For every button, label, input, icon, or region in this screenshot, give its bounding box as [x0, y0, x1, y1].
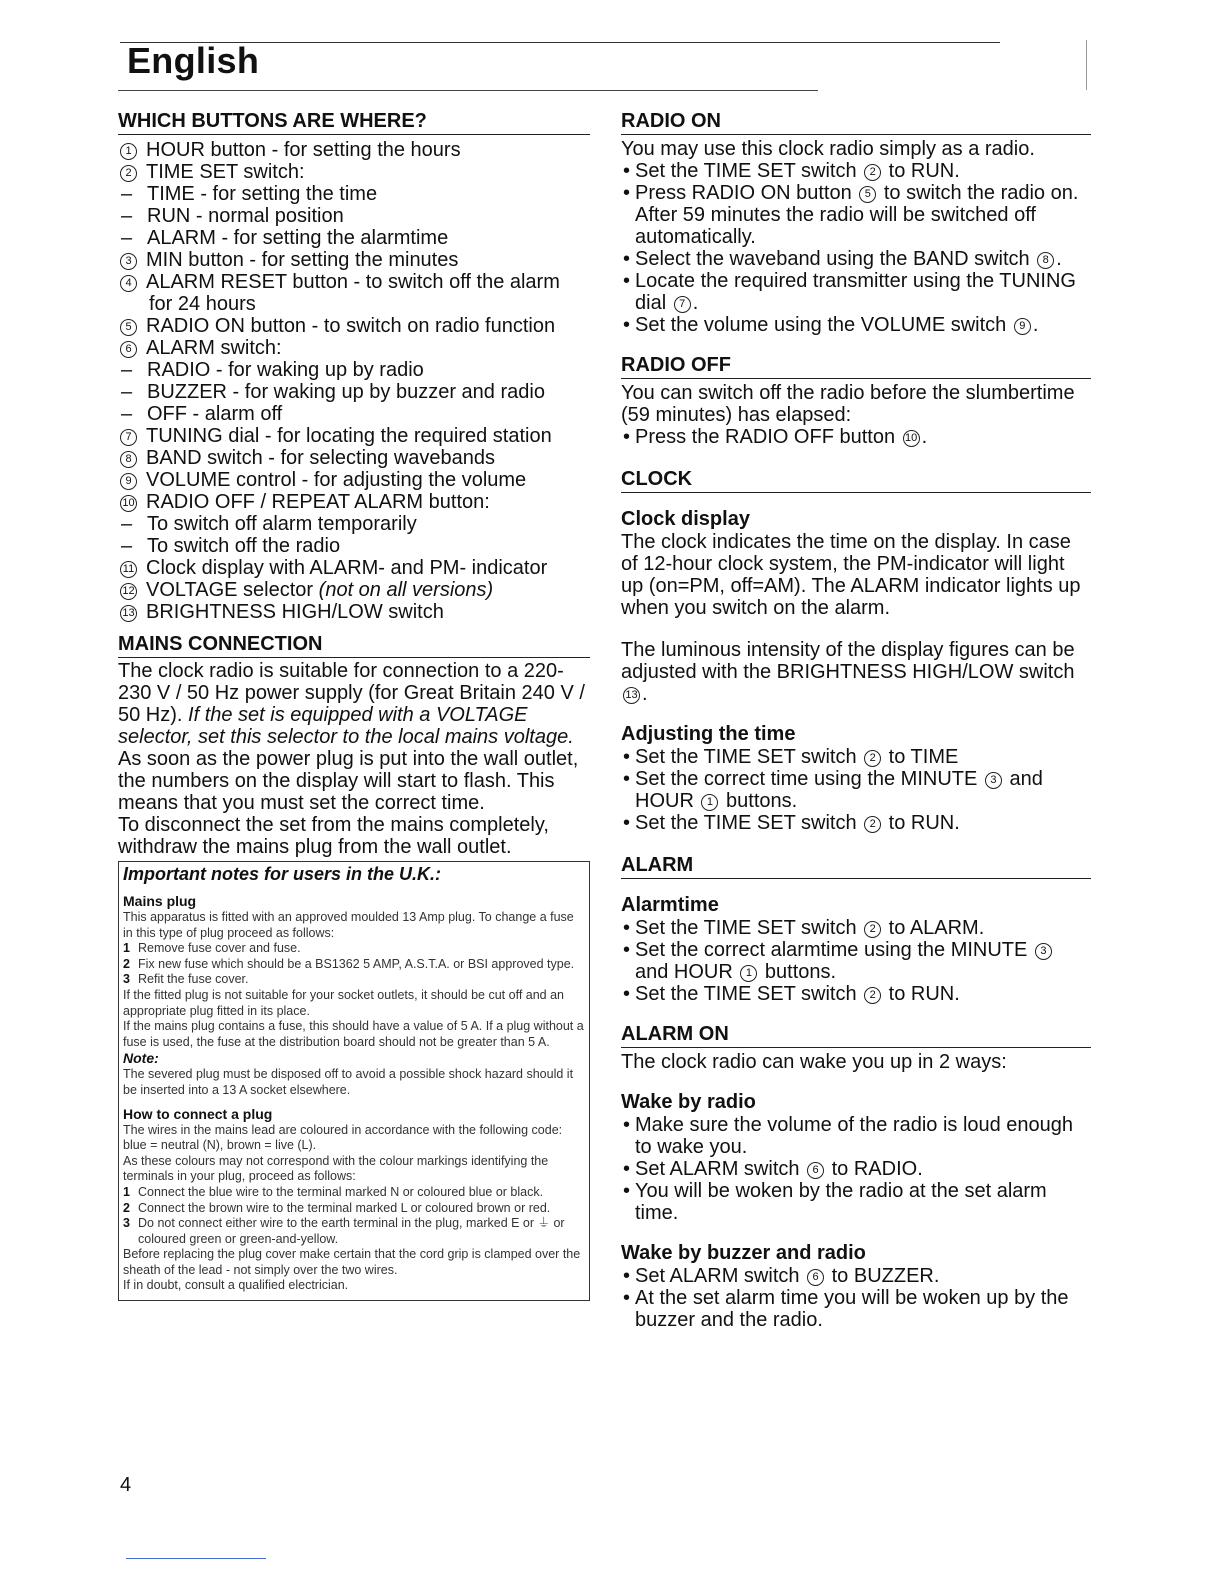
- ref-number: 7: [120, 429, 137, 446]
- buttons-list: [118, 139, 590, 623]
- step-item: [123, 972, 585, 988]
- plug-steps: [123, 941, 585, 988]
- buttons-list-text: TIME SET switch:: [146, 161, 305, 183]
- ref-number: 2: [120, 165, 137, 182]
- buttons-list-item: [118, 425, 590, 447]
- page-number: 4: [120, 1474, 132, 1496]
- wake-buzzer-title: Wake by buzzer and radio: [621, 1242, 866, 1264]
- buttons-list-text: BRIGHTNESS HIGH/LOW switch: [146, 601, 444, 623]
- dash-marker: –: [121, 381, 133, 403]
- buttons-list-text: ALARM RESET button - to switch off the alarm: [146, 271, 560, 293]
- connect-intro: The wires in the mains lead are coloured in accordance with the following code: blue = neutral (N), brown = live (L).: [123, 1122, 563, 1153]
- ref-number: 6: [120, 341, 137, 358]
- dash-marker: –: [121, 205, 133, 227]
- alarm-on-intro: The clock radio can wake you up in 2 ways:: [621, 1051, 1007, 1073]
- voltage-note: (not on all versions): [318, 579, 494, 601]
- clock-title: CLOCK: [621, 468, 1091, 493]
- ref-number: 2: [864, 987, 881, 1004]
- clock-display-title: Clock display: [621, 508, 750, 530]
- connect-p2: As these colours may not correspond with the colour markings identifying the terminals in your plug, proceed as follows:: [123, 1153, 549, 1184]
- connect-p4: If in doubt, consult a qualified electrician.: [123, 1278, 349, 1293]
- list-item: • Press the RADIO OFF button 10 .: [621, 426, 1091, 448]
- buttons-list-text: BAND switch - for selecting wavebands: [146, 447, 496, 469]
- plug-p2: If the fitted plug is not suitable for your socket outlets, it should be cut off and an appropriate plug fitted in its place.: [123, 987, 565, 1018]
- mains-p1-italic: If the set is equipped with a VOLTAGE selector, set this selector to the local mains voltage.: [118, 704, 574, 748]
- ref-number: 2: [864, 921, 881, 938]
- buttons-list-item: [118, 227, 590, 249]
- buttons-list-text: RADIO ON button - to switch on radio function: [146, 315, 556, 337]
- buttons-list-text: MIN button - for setting the minutes: [146, 249, 459, 271]
- ref-number: 5: [859, 186, 876, 203]
- buttons-list-text: for 24 hours: [149, 293, 256, 315]
- ref-number: 7: [674, 296, 691, 313]
- plug-p3: If the mains plug contains a fuse, this should have a value of 5 A. If a plug without a fuse is used, the fuse at the distribution board should not be greater than 5 A.: [123, 1019, 584, 1049]
- mains-plug-text: [123, 910, 585, 1050]
- buttons-list-item: [118, 579, 590, 601]
- buttons-list-item: [118, 271, 590, 293]
- ref-number: 10: [120, 495, 137, 512]
- radio-on-intro: You may use this clock radio simply as a radio.: [621, 138, 1035, 160]
- buttons-section-title: WHICH BUTTONS ARE WHERE?: [118, 110, 590, 135]
- buttons-list-item: [118, 513, 590, 535]
- ref-number: 2: [864, 816, 881, 833]
- buttons-list-item: [118, 315, 590, 337]
- step-item: [123, 957, 585, 973]
- buttons-list-item: [118, 205, 590, 227]
- buttons-list-item: [118, 447, 590, 469]
- step-text: Connect the blue wire to the terminal marked N or coloured blue or black.: [138, 1184, 544, 1199]
- plug-intro: This apparatus is fitted with an approved moulded 13 Amp plug. To change a fuse in this type of plug proceed as follows:: [123, 910, 574, 940]
- ref-number: 6: [807, 1269, 824, 1286]
- dash-marker: –: [121, 227, 133, 249]
- mains-p1: The clock radio is suitable for connection to a 220-230 V / 50 Hz power supply (for Great Britain 240 V / 50 Hz).: [118, 660, 585, 726]
- radio-on-title: RADIO ON: [621, 110, 1091, 135]
- buttons-list-item: [118, 469, 590, 491]
- adjusting-time-list: [621, 746, 1091, 834]
- ref-number: 1: [120, 143, 137, 160]
- list-item: • Set the correct alarmtime using the MINUTE 3 and HOUR 1 buttons.: [621, 939, 1091, 983]
- ref-number: 3: [1035, 943, 1052, 960]
- radio-off-list: [621, 426, 1091, 448]
- step-number: 3: [123, 1216, 130, 1231]
- ref-number: 3: [120, 253, 137, 270]
- buttons-list-item: [118, 359, 590, 381]
- list-item: • Set the correct time using the MINUTE 3 and HOUR 1 buttons.: [621, 768, 1091, 812]
- list-item: • You will be woken by the radio at the set alarm time.: [621, 1180, 1091, 1224]
- step-text: Do not connect either wire to the earth terminal in the plug, marked E or ⏚ or coloured green or green-and-yellow.: [138, 1216, 565, 1246]
- radio-off-intro: You can switch off the radio before the slumbertime (59 minutes) has elapsed:: [621, 382, 1075, 426]
- buttons-list-item: [118, 183, 590, 205]
- step-item: [123, 941, 585, 957]
- ref-number: 2: [864, 750, 881, 767]
- language-heading: English: [127, 40, 260, 81]
- clock-display-p1: The clock indicates the time on the display. In case of 12-hour clock system, the PM-indicator will light up (on=PM, off=AM). The ALARM indicator lights up when you switch on the alarm.: [621, 531, 1081, 619]
- ref-number: 13: [623, 687, 640, 704]
- buttons-list-text: VOLUME control - for adjusting the volume: [146, 469, 527, 491]
- mains-text: [118, 660, 590, 858]
- ref-number: 9: [120, 473, 137, 490]
- ref-number: 13: [120, 605, 137, 622]
- list-item: • Make sure the volume of the radio is loud enough to wake you.: [621, 1114, 1091, 1158]
- step-item: [123, 1185, 585, 1201]
- buttons-list-item: [118, 535, 590, 557]
- connect-steps: [123, 1185, 585, 1247]
- connect-text: [123, 1123, 585, 1295]
- step-text: Refit the fuse cover.: [138, 972, 249, 987]
- alarmtime-title: Alarmtime: [621, 894, 719, 916]
- buttons-list-text: HOUR button - for setting the hours: [146, 139, 461, 161]
- dash-marker: –: [121, 535, 133, 557]
- buttons-list-text: RADIO OFF / REPEAT ALARM button:: [146, 491, 490, 513]
- list-item: • Set the TIME SET switch 2 to RUN.: [621, 160, 1091, 182]
- uk-notes-title: Important notes for users in the U.K.:: [123, 864, 442, 884]
- ref-number: 8: [120, 451, 137, 468]
- list-item: • Locate the required transmitter using the TUNING dial 7 .: [621, 270, 1091, 314]
- buttons-list-item: [118, 139, 590, 161]
- buttons-list-text: TUNING dial - for locating the required station: [146, 425, 552, 447]
- ref-number: 9: [1014, 318, 1031, 335]
- connect-title: How to connect a plug: [123, 1105, 273, 1122]
- radio-on-list: [621, 160, 1091, 336]
- ref-number: 5: [120, 319, 137, 336]
- left-column: [118, 110, 590, 1301]
- ref-number: 4: [120, 275, 137, 292]
- ref-number: 1: [701, 794, 718, 811]
- list-item: • Set the TIME SET switch 2 to RUN.: [621, 983, 1091, 1005]
- step-number: 2: [123, 1200, 130, 1215]
- ref-number: 2: [864, 164, 881, 181]
- buttons-list-item: [118, 293, 590, 315]
- step-number: 2: [123, 956, 130, 971]
- list-item: • Set ALARM switch 6 to RADIO.: [621, 1158, 1091, 1180]
- mains-plug-title: Mains plug: [123, 893, 197, 909]
- buttons-list-item: [118, 249, 590, 271]
- adjusting-time-title: Adjusting the time: [621, 723, 796, 745]
- list-item: • Press RADIO ON button 5 to switch the radio on. After 59 minutes the radio will be switched off automatically.: [621, 182, 1091, 248]
- ref-number: 8: [1037, 252, 1054, 269]
- ref-number: 1: [740, 965, 757, 982]
- list-item: • Set the TIME SET switch 2 to TIME: [621, 746, 1091, 768]
- buttons-list-text: OFF - alarm off: [147, 403, 283, 425]
- dash-marker: –: [121, 183, 133, 205]
- list-item: • At the set alarm time you will be woken up by the buzzer and the radio.: [621, 1287, 1091, 1331]
- alarm-title: ALARM: [621, 854, 1091, 879]
- buttons-list-item: [118, 557, 590, 579]
- alarm-on-title: ALARM ON: [621, 1023, 1091, 1048]
- mains-p2: As soon as the power plug is put into the wall outlet, the numbers on the display will start to flash. This means that you must set the correct time.: [118, 748, 579, 814]
- alarmtime-list: [621, 917, 1091, 1005]
- margin-mark: [1086, 40, 1087, 90]
- ref-number: 12: [120, 583, 137, 600]
- list-item: • Set the volume using the VOLUME switch 9 .: [621, 314, 1091, 336]
- step-number: 1: [123, 1184, 130, 1199]
- buttons-list-item: [118, 491, 590, 513]
- list-item: • Select the waveband using the BAND switch 8 .: [621, 248, 1091, 270]
- footer-rule: [126, 1558, 266, 1559]
- step-text: Remove fuse cover and fuse.: [138, 941, 301, 956]
- buttons-list-item: [118, 403, 590, 425]
- step-number: 3: [123, 972, 130, 987]
- clock-display-p2: The luminous intensity of the display figures can be adjusted with the BRIGHTNESS HIGH/LOW switch 13 .: [621, 639, 1075, 705]
- buttons-list-item: [118, 601, 590, 623]
- ref-number: 3: [985, 772, 1002, 789]
- buttons-list-text: TIME - for setting the time: [147, 183, 378, 205]
- uk-notes-box: [118, 861, 590, 1301]
- buttons-list-text: RADIO - for waking up by radio: [147, 359, 424, 381]
- right-column: [621, 110, 1091, 1331]
- dash-marker: –: [121, 513, 133, 535]
- buttons-list-text: To switch off alarm temporarily: [147, 513, 417, 535]
- ref-number: 10: [903, 430, 920, 447]
- list-item: • Set the TIME SET switch 2 to ALARM.: [621, 917, 1091, 939]
- buttons-list-text: VOLTAGE selector: [146, 579, 319, 601]
- ref-number: 6: [807, 1162, 824, 1179]
- wake-radio-list: [621, 1114, 1091, 1224]
- step-item: [123, 1216, 585, 1247]
- heading-underline: [118, 90, 818, 91]
- buttons-list-item: [118, 161, 590, 183]
- note-text: The severed plug must be disposed off to avoid a possible shock hazard should it be inserted into a 13 A socket elsewhere.: [123, 1067, 574, 1097]
- buttons-list-text: Clock display with ALARM- and PM- indicator: [146, 557, 548, 579]
- buttons-list-text: RUN - normal position: [147, 205, 344, 227]
- dash-marker: –: [121, 359, 133, 381]
- buttons-list-text: To switch off the radio: [147, 535, 341, 557]
- step-item: [123, 1201, 585, 1217]
- ref-number: 11: [120, 561, 137, 578]
- wake-radio-title: Wake by radio: [621, 1091, 756, 1113]
- radio-off-title: RADIO OFF: [621, 354, 1091, 379]
- dash-marker: –: [121, 403, 133, 425]
- wake-buzzer-list: [621, 1265, 1091, 1331]
- buttons-list-text: ALARM switch:: [146, 337, 282, 359]
- step-text: Connect the brown wire to the terminal marked L or coloured brown or red.: [138, 1200, 551, 1215]
- note-title: Note:: [123, 1050, 159, 1067]
- buttons-list-item: [118, 337, 590, 359]
- buttons-list-text: BUZZER - for waking up by buzzer and radio: [147, 381, 545, 403]
- list-item: • Set the TIME SET switch 2 to RUN.: [621, 812, 1091, 834]
- connect-p3: Before replacing the plug cover make certain that the cord grip is clamped over the sheath of the lead - not simply over the two wires.: [123, 1247, 581, 1277]
- buttons-list-text: ALARM - for setting the alarmtime: [147, 227, 449, 249]
- list-item: • Set ALARM switch 6 to BUZZER.: [621, 1265, 1091, 1287]
- buttons-list-item: [118, 381, 590, 403]
- step-text: Fix new fuse which should be a BS1362 5 AMP, A.S.T.A. or BSI approved type.: [138, 956, 575, 971]
- mains-p3: To disconnect the set from the mains completely, withdraw the mains plug from the wall outlet.: [118, 814, 549, 858]
- mains-section-title: MAINS CONNECTION: [118, 633, 590, 658]
- step-number: 1: [123, 941, 130, 956]
